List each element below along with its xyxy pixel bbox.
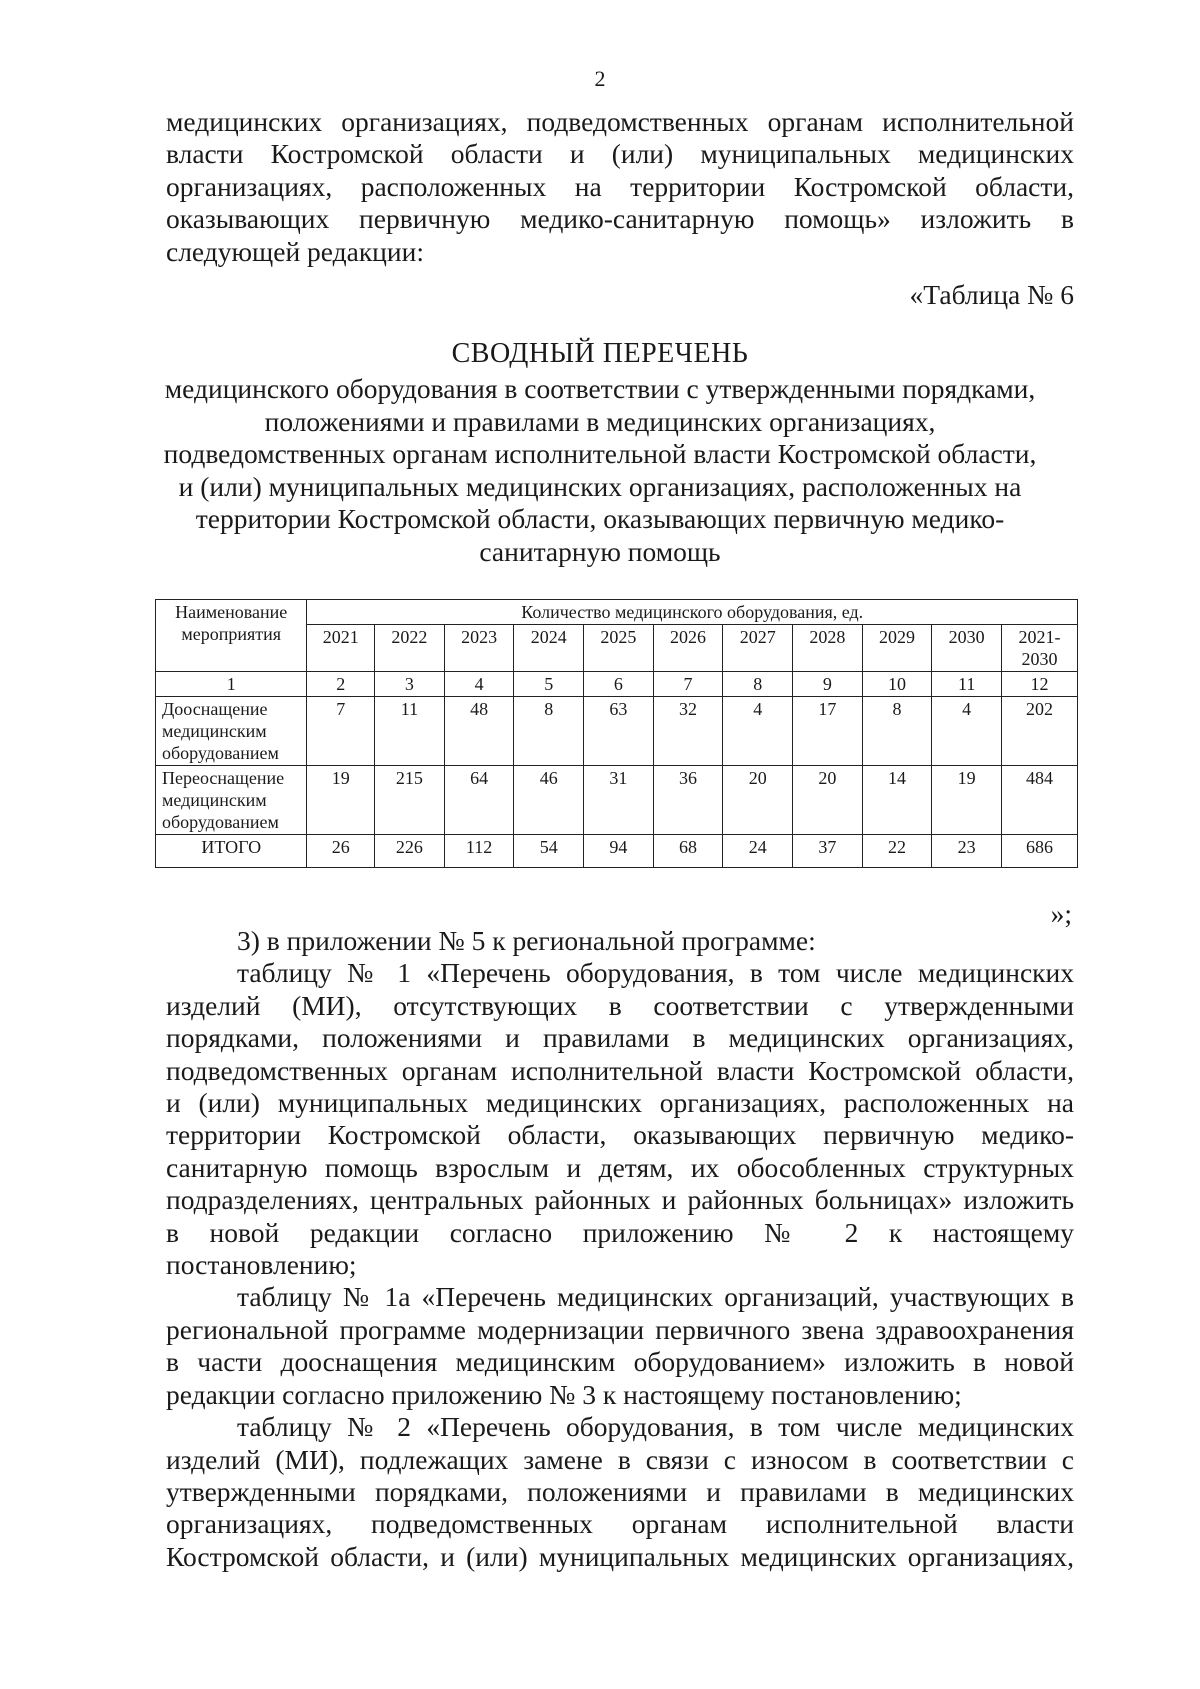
table-header-row: [156, 600, 1078, 625]
text-line: следующей редакции:: [166, 235, 424, 267]
closing-quote-mark: »;: [1050, 898, 1072, 929]
table-row: [156, 697, 1078, 766]
col-number-cell: 1: [156, 672, 307, 697]
value-cell: 37: [793, 835, 863, 868]
value-cell: 14: [862, 766, 932, 835]
document-subtitle: [150, 373, 1050, 568]
text-line: изделий (МИ), отсутствующих в соответствии с утвержденными: [166, 989, 1074, 1021]
value-cell: 54: [514, 835, 584, 868]
col-number-cell: 12: [1001, 672, 1077, 697]
value-cell: 202: [1001, 697, 1077, 766]
text-line: порядками, положениями и правилами в медицинских организациях,: [166, 1022, 1074, 1054]
text-line: постановлению;: [166, 1249, 357, 1281]
col-number-cell: 7: [653, 672, 723, 697]
text-line: и (или) муниципальных медицинских организациях, расположенных на: [166, 1087, 1074, 1119]
intro-paragraph: [166, 106, 1074, 268]
value-cell: 68: [653, 835, 723, 868]
value-cell: 20: [793, 766, 863, 835]
value-cell: 19: [307, 766, 375, 835]
value-cell: 7: [307, 697, 375, 766]
subtitle-line: медицинского оборудования в соответствии с утвержденными порядками,: [164, 373, 1036, 404]
col-number-cell: 2: [307, 672, 375, 697]
column-number-row: [156, 672, 1078, 697]
total-row: [156, 835, 1078, 868]
text-line: Костромской области, и (или) муниципальных медицинских организациях,: [166, 1540, 1074, 1572]
value-cell: 26: [307, 835, 375, 868]
text-line: изделий (МИ), подлежащих замене в связи с износом в соответствии с: [166, 1443, 1074, 1475]
value-cell: 22: [862, 835, 932, 868]
header-group-cell: Количество медицинского оборудования, ед.: [307, 600, 1078, 625]
value-cell: 32: [653, 697, 723, 766]
col-number-cell: 8: [723, 672, 793, 697]
text-line: в части дооснащения медицинским оборудованием» изложить в новой: [166, 1346, 1074, 1378]
value-cell: 686: [1001, 835, 1077, 868]
col-number-cell: 9: [793, 672, 863, 697]
value-cell: 23: [932, 835, 1002, 868]
value-cell: 8: [862, 697, 932, 766]
amendment-body: [166, 925, 1074, 1573]
value-cell: 215: [375, 766, 445, 835]
text-line: организациях, расположенных на территории Костромской области,: [166, 170, 1074, 202]
table-row: [156, 766, 1078, 835]
value-cell: 8: [514, 697, 584, 766]
value-cell: 4: [723, 697, 793, 766]
year-cell: 2027: [723, 625, 793, 672]
item-3-line: 3) в приложении № 5 к региональной программе:: [237, 925, 816, 956]
value-cell: 19: [932, 766, 1002, 835]
text-line: в новой редакции согласно приложению № 2 к настоящему: [166, 1216, 1074, 1248]
row-name-cell: Дооснащение медицинским оборудованием: [156, 697, 307, 766]
value-cell: 20: [723, 766, 793, 835]
year-cell: 2021: [307, 625, 375, 672]
text-line: организациях, подведомственных органам исполнительной власти: [166, 1508, 1074, 1540]
text-line: медицинских организациях, подведомственных органам исполнительной: [166, 106, 1074, 137]
subtitle-line: санитарную помощь: [479, 535, 721, 567]
year-cell: 2026: [653, 625, 723, 672]
value-cell: 31: [584, 766, 654, 835]
year-cell: 2029: [862, 625, 932, 672]
col-number-cell: 4: [444, 672, 514, 697]
value-cell: 46: [514, 766, 584, 835]
subtitle-line: и (или) муниципальных медицинских организациях, расположенных на: [178, 470, 1022, 502]
text-line: региональной программе модернизации первичного звена здравоохранения: [166, 1313, 1074, 1345]
year-cell: 2023: [444, 625, 514, 672]
col-number-cell: 6: [584, 672, 654, 697]
text-line: утвержденными порядками, положениями и правилами в медицинских: [166, 1475, 1074, 1507]
document-title: СВОДНЫЙ ПЕРЕЧЕНЬ: [451, 338, 749, 369]
value-cell: 4: [932, 697, 1002, 766]
text-line: власти Костромской области и (или) муниципальных медицинских: [166, 138, 1074, 170]
equipment-table: [155, 599, 1078, 868]
year-cell: 2025: [584, 625, 654, 672]
subtitle-line: территории Костромской области, оказывающих первичную медико-: [195, 503, 1005, 534]
year-cell: 2024: [514, 625, 584, 672]
value-cell: 112: [444, 835, 514, 868]
col-number-cell: 3: [375, 672, 445, 697]
value-cell: 48: [444, 697, 514, 766]
page-number: 2: [594, 66, 606, 91]
subtitle-line: подведомственных органам исполнительной власти Костромской области,: [163, 438, 1037, 469]
value-cell: 94: [584, 835, 654, 868]
row-name-cell: Переоснащение медицинским оборудованием: [156, 766, 307, 835]
col-number-cell: 5: [514, 672, 584, 697]
text-line: подведомственных органам исполнительной власти Костромской области,: [166, 1054, 1074, 1086]
text-line: таблицу № 1 «Перечень оборудования, в том числе медицинских: [237, 957, 1074, 989]
text-line: таблицу № 2 «Перечень оборудования, в том числе медицинских: [237, 1411, 1074, 1443]
value-cell: 11: [375, 697, 445, 766]
total-label-cell: ИТОГО: [156, 835, 307, 868]
header-name-cell: Наименование мероприятия: [156, 600, 307, 672]
text-line: санитарную помощь взрослым и детям, их обособленных структурных: [166, 1151, 1074, 1183]
table-caption: «Таблица № 6: [909, 279, 1074, 310]
value-cell: 63: [584, 697, 654, 766]
col-number-cell: 11: [932, 672, 1002, 697]
text-line: подразделениях, центральных районных и районных больницах» изложить: [166, 1184, 1074, 1216]
text-line: оказывающих первичную медико-санитарную помощь» изложить в: [166, 203, 1074, 235]
col-number-cell: 10: [862, 672, 932, 697]
value-cell: 64: [444, 766, 514, 835]
year-cell: 2022: [375, 625, 445, 672]
text-line: территории Костромской области, оказывающих первичную медико-: [166, 1119, 1074, 1151]
value-cell: 484: [1001, 766, 1077, 835]
value-cell: 24: [723, 835, 793, 868]
value-cell: 17: [793, 697, 863, 766]
year-cell: 2030: [932, 625, 1002, 672]
text-line: редакции согласно приложению № 3 к настоящему постановлению;: [166, 1378, 962, 1410]
text-line: таблицу № 1а «Перечень медицинских организаций, участвующих в: [237, 1281, 1074, 1313]
value-cell: 226: [375, 835, 445, 868]
year-cell: 2021-2030: [1001, 625, 1077, 672]
subtitle-line: положениями и правилами в медицинских организациях,: [264, 405, 936, 437]
year-cell: 2028: [793, 625, 863, 672]
value-cell: 36: [653, 766, 723, 835]
